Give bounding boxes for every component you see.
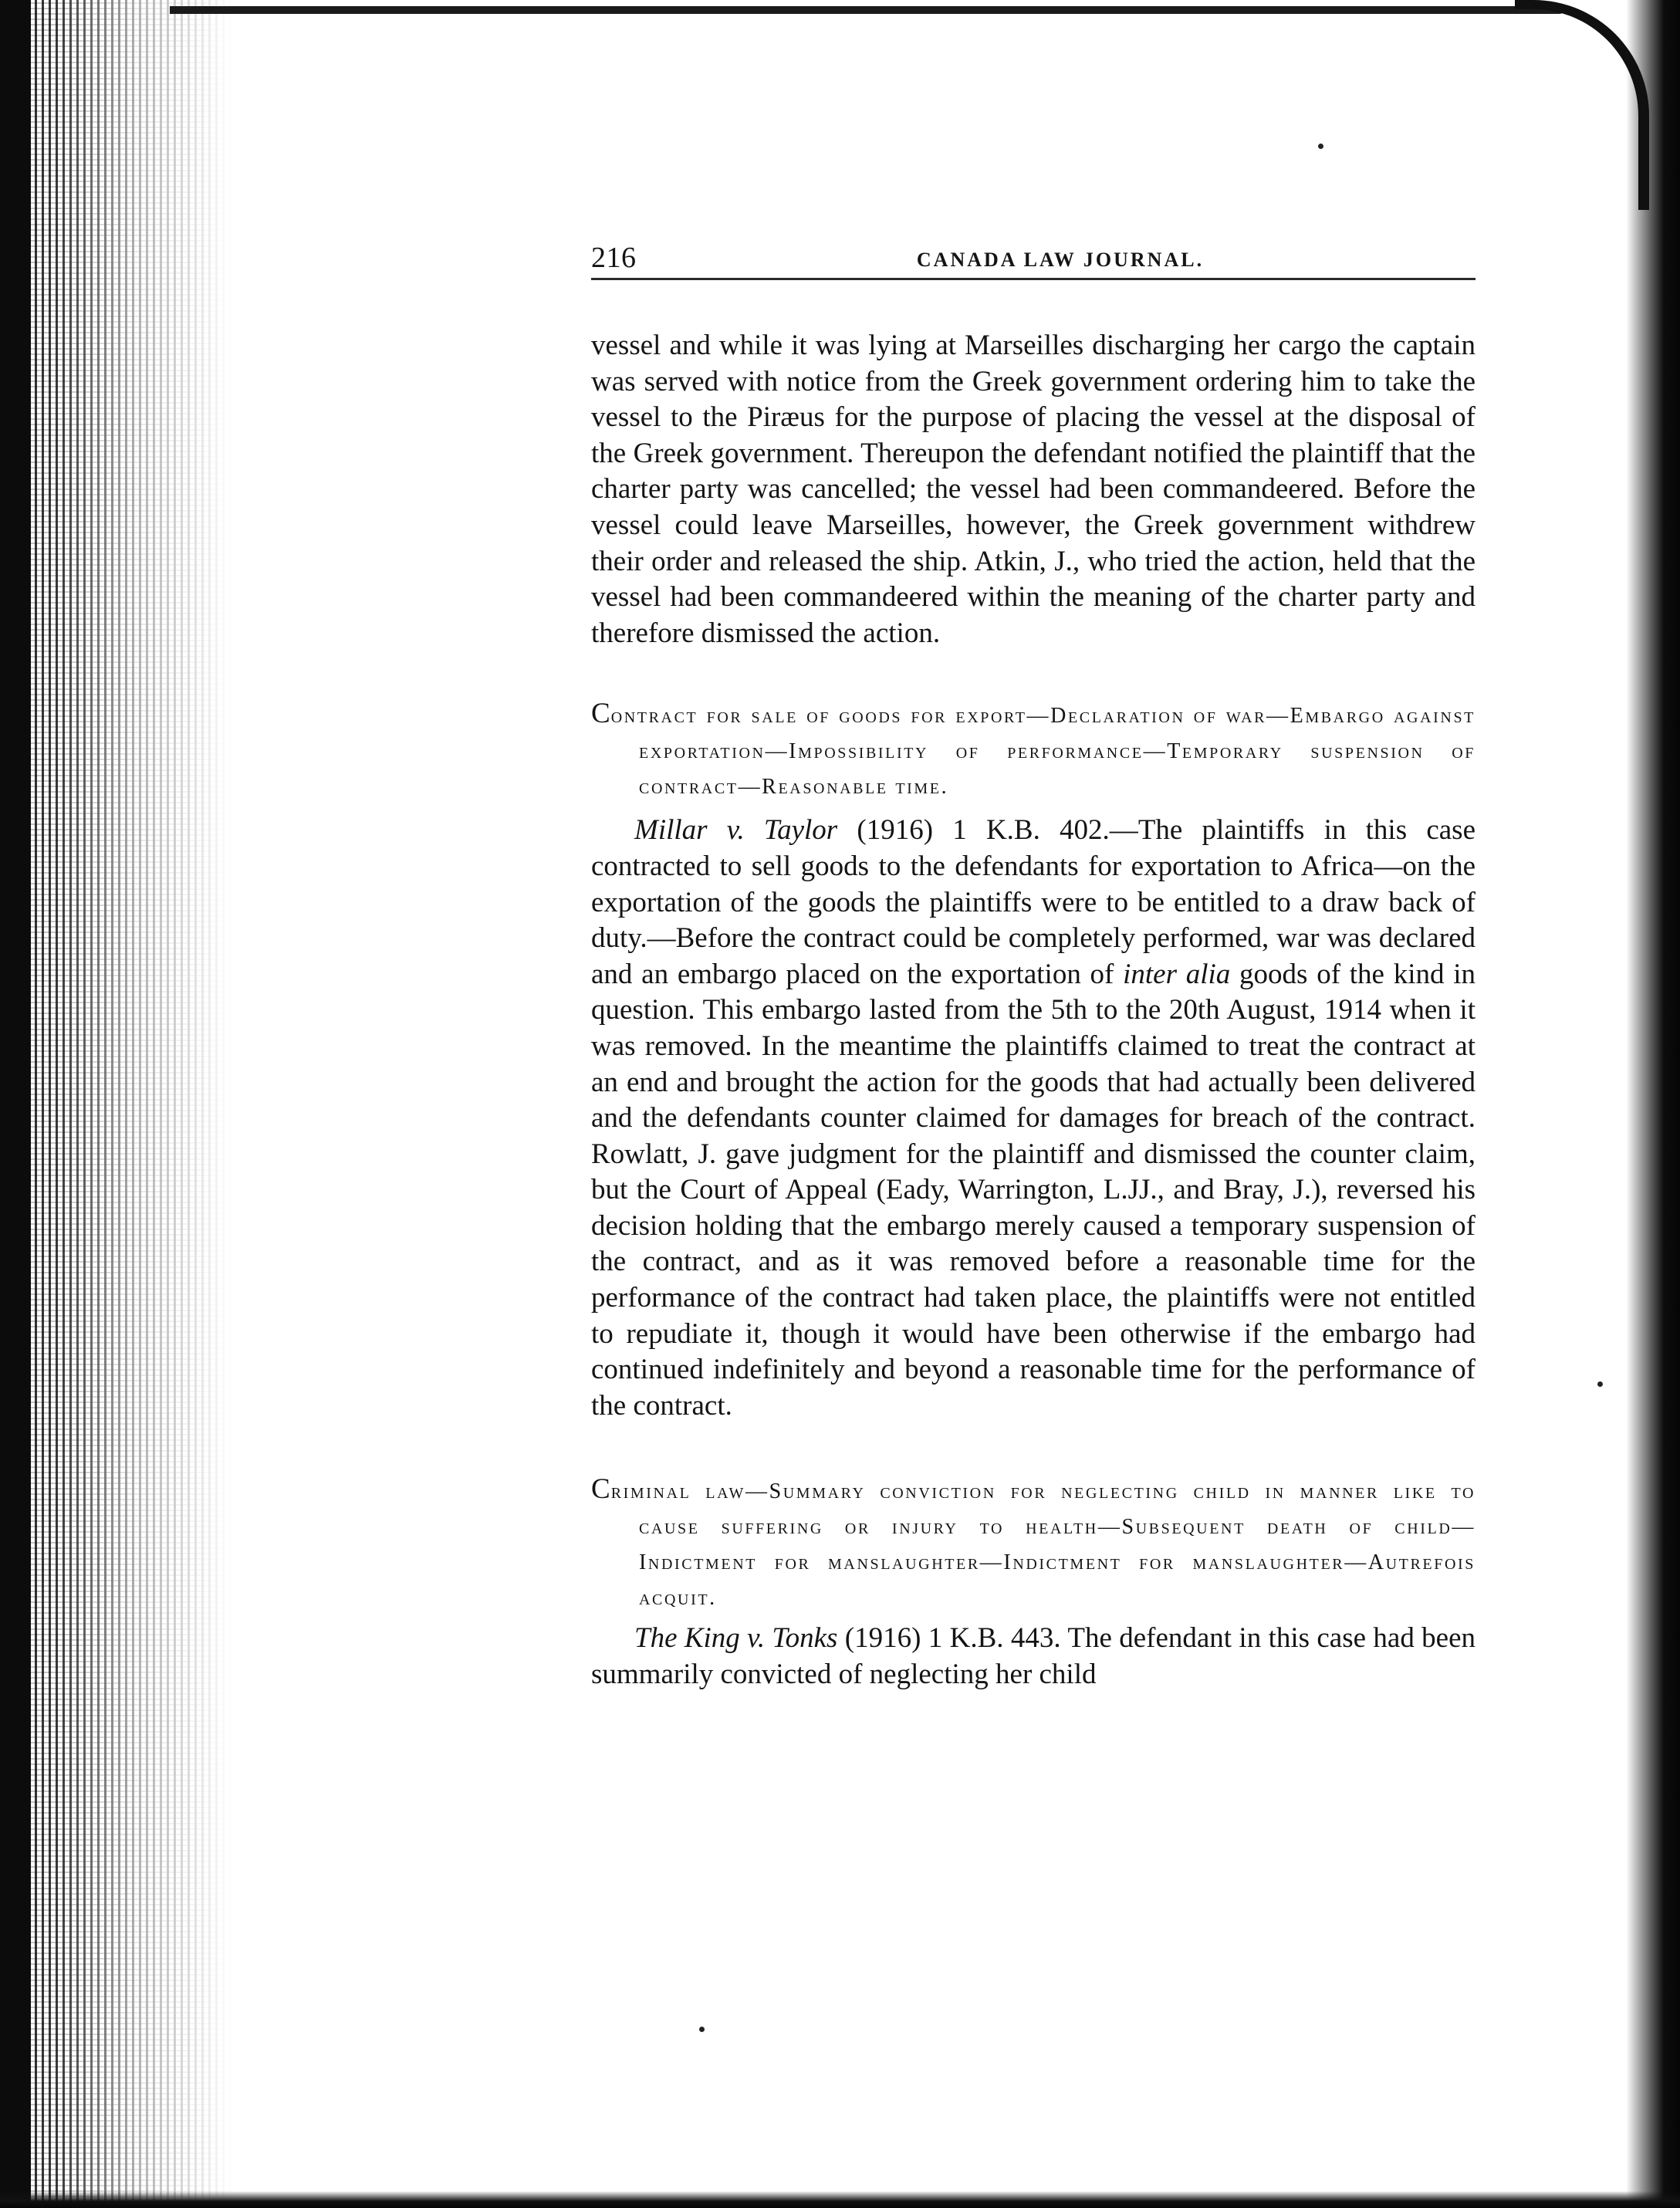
case-text: The plaintiffs in this case contracted to sell goods to the defendants for exportation to Africa—on the exportation of the goods the plaintiffs were to be entitled to a draw back of duty.—Before the contract could be completely performed, war was declared and an embargo placed on the exportation of xyxy=(591,814,1475,990)
page-bottom-edge xyxy=(0,2191,1680,2208)
binding-shadow xyxy=(0,0,232,2208)
continuation-paragraph: vessel and while it was lying at Marseilles discharging her cargo the captain was served with notice from the Greek government ordering him to take the vessel to the Piræus for the purpose of placing the vessel at the disposal of the Greek government. Thereupon the defendant notified the plaintiff that the charter party was cancelled; the vessel had been commandeered. Before the vessel could leave Marseilles, however, the Greek government withdrew their order and released the ship. Atkin, J., who tried the action, held that the vessel had been commandeered within the meaning of the charter party and therefore dismissed the action. xyxy=(591,330,1475,649)
page-right-edge xyxy=(1626,0,1680,2208)
case-name: The King v. Tonks xyxy=(634,1622,838,1655)
page-number: 216 xyxy=(591,242,637,274)
rubric-initial: C xyxy=(591,1473,611,1506)
case-text: The defendant in this case had been summarily convicted of neglecting her child xyxy=(591,1622,1476,1691)
case-name: Millar v. Taylor xyxy=(634,814,838,847)
case-citation: (1916) 1 K.B. 402.— xyxy=(837,814,1138,847)
section-rubric xyxy=(591,696,1475,805)
binding-edge-dark xyxy=(0,0,31,2208)
case-text: goods of the kind in question. This embargo lasted from the 5th to the 20th August, 1914 when it was removed. In the meantime the plaintiffs claimed to treat the contract at an end and brought the action for the goods that had actually been delivered and the defendants counter claimed for damages for breach of the contract. Rowlatt, J. gave judgment for the plaintiff and dismissed the counter claim, but the Court of Appeal (Eady, Warrington, L.JJ., and Bray, J.), reversed his decision holding that the embargo merely caused a temporary suspension of the contract, and as it was removed before a reasonable time for the performance of the contract had taken place, the plaintiffs were not entitled to repudiate it, though it would have been otherwise if the embargo had continued indefinitely and beyond a reasonable time for the performance of the contract. xyxy=(591,958,1475,1422)
section-rubric xyxy=(591,1472,1475,1616)
case-paragraph xyxy=(591,813,1475,1424)
scan-speck xyxy=(1597,1381,1603,1387)
latin-phrase: inter alia xyxy=(1123,958,1231,990)
page-header xyxy=(591,232,1475,280)
scan-speck xyxy=(1318,144,1323,149)
page-top-edge xyxy=(170,6,1567,14)
rubric-initial: C xyxy=(591,698,611,730)
rubric-text: ontract for sale of goods for export—Declaration of war—Embargo against exportation—Impossibility of performance—Temporary suspension of contract—Reasonable time. xyxy=(610,704,1475,800)
rubric-text: riminal law—Summary conviction for neglecting child in manner like to cause suffering or injury to health—Subsequent death of child—Indictment for manslaughter—Indictment for manslaughter—Autrefois acquit. xyxy=(610,1479,1475,1611)
case-citation: (1916) 1 K.B. 443. xyxy=(837,1622,1068,1655)
scan-speck xyxy=(699,2027,705,2032)
case-paragraph xyxy=(591,1621,1475,1692)
page-content xyxy=(591,232,1475,1693)
running-head: CANADA LAW JOURNAL. xyxy=(916,249,1205,271)
